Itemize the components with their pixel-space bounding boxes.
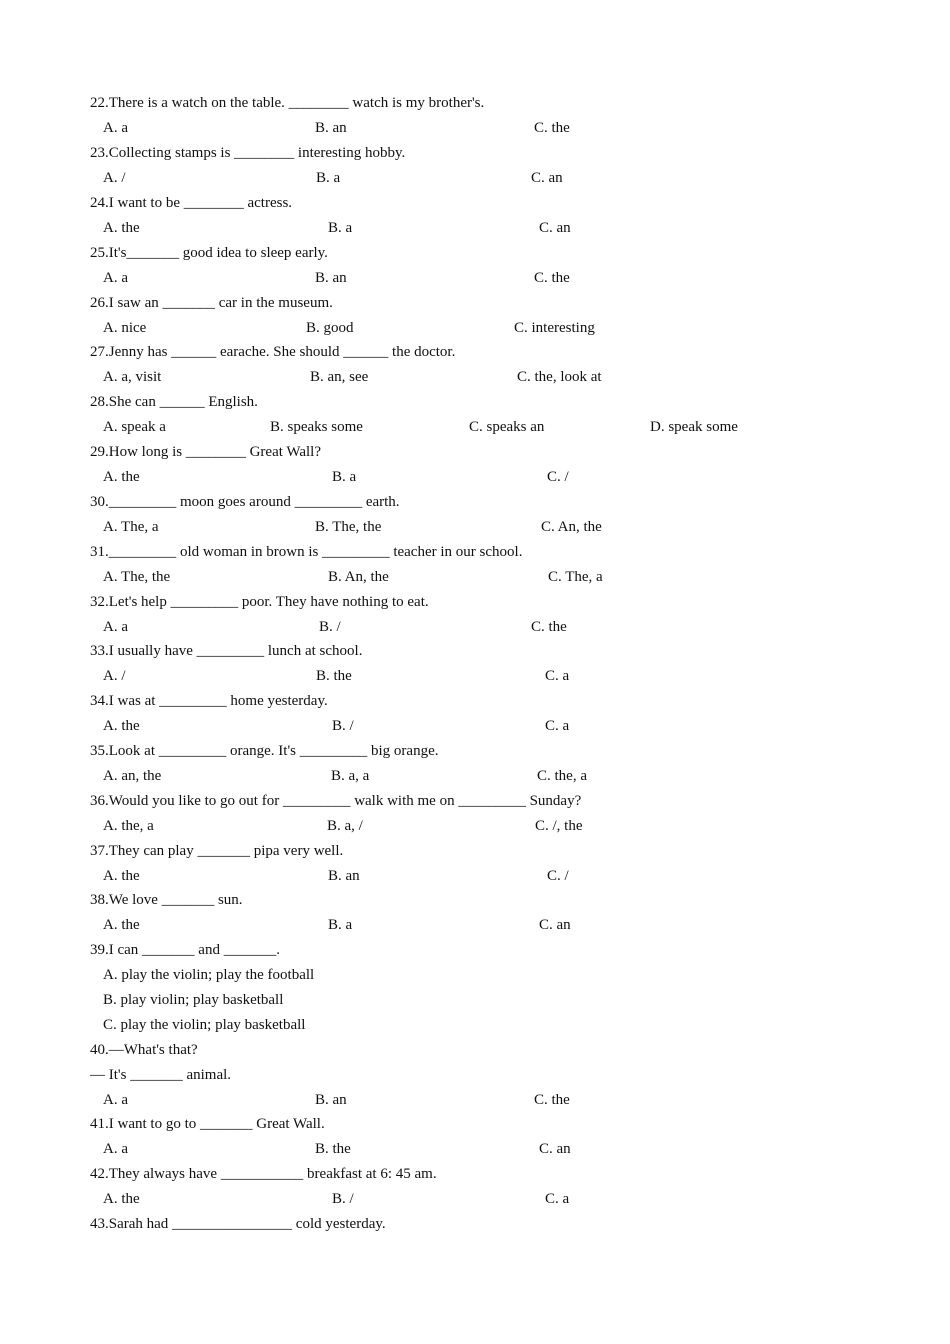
option-c: C. / (547, 469, 569, 485)
option-c: C. an (539, 1141, 571, 1157)
question-39: 39.I can _______ and _______. (90, 942, 280, 958)
option-a: A. the, a (103, 818, 154, 834)
question-34: 34.I was at _________ home yesterday. (90, 693, 328, 709)
question-38: 38.We love _______ sun. (90, 892, 243, 908)
question-22: 22.There is a watch on the table. ________ watch is my brother's. (90, 95, 485, 111)
option-c: C. speaks an (469, 419, 545, 435)
question-36: 36.Would you like to go out for _________ walk with me on _________ Sunday? (90, 793, 582, 809)
option-c: C. an (539, 220, 571, 236)
option-b: B. the (316, 668, 352, 684)
option-a: A. a, visit (103, 369, 162, 385)
question-30: 30._________ moon goes around _________ earth. (90, 494, 400, 510)
option-a: A. the (103, 868, 140, 884)
option-a: A. The, a (103, 519, 159, 535)
question-33: 33.I usually have _________ lunch at school. (90, 643, 363, 659)
option-a: A. a (103, 120, 128, 136)
option-c: C. a (545, 1191, 570, 1207)
option-b: B. / (332, 1191, 354, 1207)
option-b: B. / (319, 619, 341, 635)
option-a: A. the (103, 1191, 140, 1207)
option-c: C. an (539, 917, 571, 933)
option-b: B. speaks some (270, 419, 363, 435)
question-41: 41.I want to go to _______ Great Wall. (90, 1116, 325, 1132)
option-b: B. an (328, 868, 360, 884)
question-32: 32.Let's help _________ poor. They have nothing to eat. (90, 594, 429, 610)
option-c: C. interesting (514, 320, 595, 336)
option-b: B. an (315, 120, 347, 136)
option-c: C. a (545, 668, 570, 684)
option-a: A. a (103, 270, 128, 286)
option-a: A. an, the (103, 768, 162, 784)
option-b: B. An, the (328, 569, 389, 585)
option-a: A. The, the (103, 569, 171, 585)
option-a: A. a (103, 1092, 128, 1108)
question-40-reply: — It's _______ animal. (90, 1067, 232, 1083)
question-23: 23.Collecting stamps is ________ interesting hobby. (90, 145, 406, 161)
option-a: A. nice (103, 320, 147, 336)
option-a: A. play the violin; play the football (103, 967, 315, 983)
option-c: C. a (545, 718, 570, 734)
option-b: B. a (328, 917, 353, 933)
question-27: 27.Jenny has ______ earache. She should ______ the doctor. (90, 344, 456, 360)
option-b: B. a (328, 220, 353, 236)
option-a: A. the (103, 917, 140, 933)
option-a: A. / (103, 170, 126, 186)
question-31: 31._________ old woman in brown is _________ teacher in our school. (90, 544, 523, 560)
option-d: D. speak some (650, 419, 738, 435)
question-28: 28.She can ______ English. (90, 394, 258, 410)
option-b: B. The, the (315, 519, 382, 535)
option-b: B. good (306, 320, 354, 336)
option-b: B. an, see (310, 369, 369, 385)
option-b: B. play violin; play basketball (103, 992, 284, 1008)
option-b: B. an (315, 1092, 347, 1108)
option-b: B. an (315, 270, 347, 286)
option-b: B. a (316, 170, 341, 186)
option-c: C. the, a (537, 768, 587, 784)
option-c: C. the (531, 619, 567, 635)
option-c: C. play the violin; play basketball (103, 1017, 306, 1033)
question-40: 40.—What's that? (90, 1042, 198, 1058)
question-29: 29.How long is ________ Great Wall? (90, 444, 321, 460)
option-c: C. The, a (548, 569, 603, 585)
option-b: B. a, a (331, 768, 370, 784)
option-b: B. a (332, 469, 357, 485)
option-a: A. the (103, 718, 140, 734)
question-43: 43.Sarah had ________________ cold yesterday. (90, 1216, 386, 1232)
option-a: A. speak a (103, 419, 166, 435)
option-a: A. the (103, 469, 140, 485)
question-26: 26.I saw an _______ car in the museum. (90, 295, 333, 311)
option-b: B. / (332, 718, 354, 734)
option-a: A. a (103, 1141, 128, 1157)
option-c: C. the (534, 270, 570, 286)
option-b: B. the (315, 1141, 351, 1157)
option-a: A. / (103, 668, 126, 684)
question-25: 25.It's_______ good idea to sleep early. (90, 245, 328, 261)
option-c: C. the (534, 120, 570, 136)
option-c: C. / (547, 868, 569, 884)
option-a: A. the (103, 220, 140, 236)
option-c: C. the, look at (517, 369, 602, 385)
option-c: C. /, the (535, 818, 583, 834)
option-c: C. An, the (541, 519, 602, 535)
option-c: C. the (534, 1092, 570, 1108)
option-b: B. a, / (327, 818, 363, 834)
question-42: 42.They always have ___________ breakfast at 6: 45 am. (90, 1166, 437, 1182)
option-c: C. an (531, 170, 563, 186)
question-35: 35.Look at _________ orange. It's _________ big orange. (90, 743, 439, 759)
question-24: 24.I want to be ________ actress. (90, 195, 293, 211)
option-a: A. a (103, 619, 128, 635)
question-37: 37.They can play _______ pipa very well. (90, 843, 344, 859)
